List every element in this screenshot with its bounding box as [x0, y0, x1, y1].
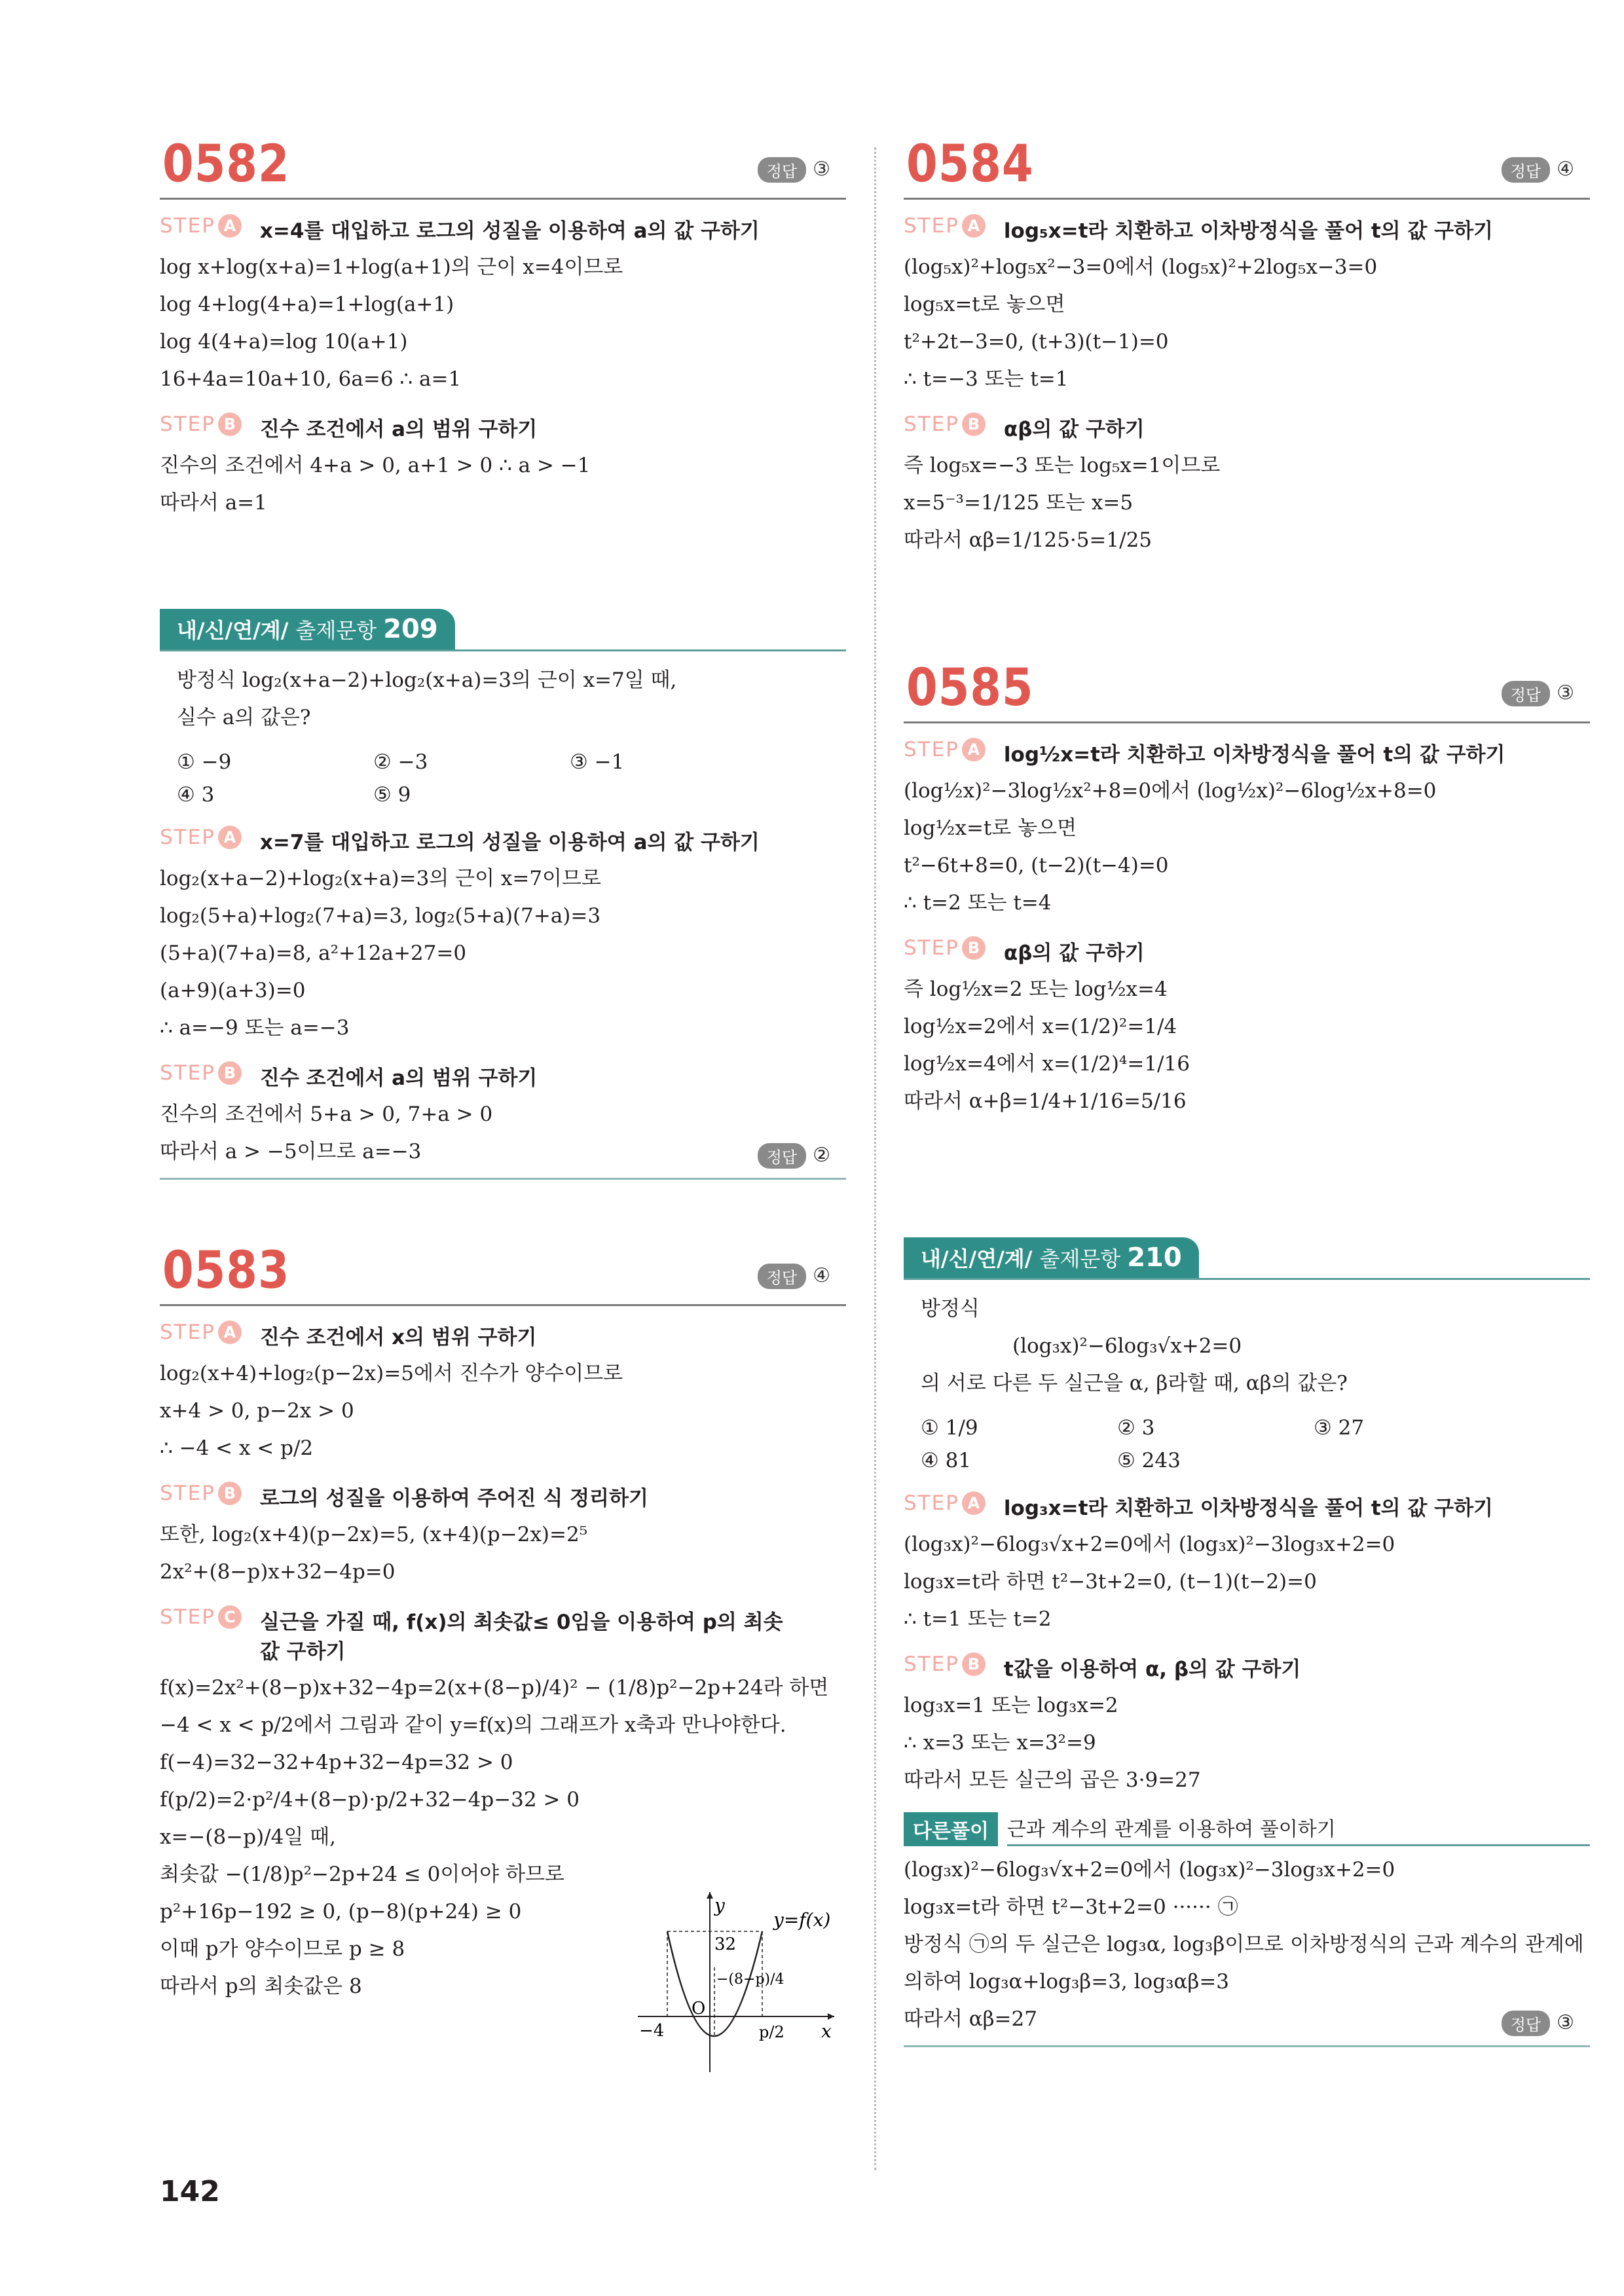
page-number: 142	[160, 2175, 220, 2208]
section-rule	[160, 1178, 846, 1180]
problem-number: 0584	[906, 135, 1034, 194]
step-letter-badge: B	[218, 1482, 242, 1505]
step-b: STEP B 로그의 성질을 이용하여 주어진 식 정리하기	[160, 1482, 648, 1510]
problem-0584	[904, 131, 1590, 559]
x-axis-arrow	[828, 2013, 834, 2020]
step-letter-badge: C	[218, 1605, 242, 1629]
alternative-solution-lines: (log₃x)²−6log₃√x+2=0에서 (log₃x)²−3log₃x+2=0 log₃x=t라 하면 t²−3t+2=0 ······ ㉠ 방정식 ㉠의 두 실근은 log₃α, log₃β이므로 이차방정식의 근과 계수의 관계에 의하여 log₃α+log₃β=3, log₃αβ=3 따라서 αβ=27	[904, 1858, 1584, 2031]
problem-0583	[160, 1237, 846, 2042]
answer-value: ④	[813, 1264, 830, 1287]
answer-box	[758, 1264, 830, 1289]
solution-lines: 즉 log½x=2 또는 log½x=4 log½x=2에서 x=(1/2)²=1/4 log½x=4에서 x=(1/2)⁴=1/16 따라서 α+β=1/4+1/16=5/16	[904, 977, 1190, 1113]
step-letter-badge: A	[962, 214, 986, 238]
step-a: STEP A x=7를 대입하고 로그의 성질을 이용하여 a의 값 구하기	[160, 826, 760, 854]
solution-lines: (log₃x)²−6log₃√x+2=0에서 (log₃x)²−3log₃x+2=0 log₃x=t라 하면 t²−3t+2=0, (t−1)(t−2)=0 ∴ t=1 또는 t=2	[904, 1533, 1395, 1631]
graph-label-x: x	[821, 2020, 832, 2042]
problem-header	[160, 131, 846, 200]
step-title: 진수 조건에서 x의 범위 구하기	[259, 1326, 537, 1349]
solution-lines: log x+log(x+a)=1+log(a+1)의 근이 x=4이므로 log 4+log(4+a)=1+log(a+1) log 4(4+a)=log 10(a+1) 16+4a=10a+10, 6a=6 ∴ a=1	[160, 255, 623, 391]
step-letter-badge: B	[218, 412, 242, 436]
problem-header	[904, 655, 1590, 723]
answer-value: ③	[813, 158, 830, 181]
step-letter-badge: A	[962, 738, 986, 761]
step-b: STEP B 진수 조건에서 a의 범위 구하기	[160, 1061, 538, 1090]
option: ③ −1	[570, 750, 625, 774]
naesin-210	[904, 1237, 1590, 2047]
step-title: αβ의 값 구하기	[1003, 418, 1145, 441]
option: ② 3	[1117, 1416, 1155, 1440]
problem-header	[904, 131, 1590, 200]
step-b: STEP B αβ의 값 구하기	[904, 936, 1145, 965]
step-b: STEP B t값을 이용하여 α, β의 값 구하기	[904, 1652, 1301, 1681]
solution-lines: f(x)=2x²+(8−p)x+32−4p=2(x+(8−p)/4)² − (1/8)p²−2p+24라 하면 −4 < x < p/2에서 그림과 같이 y=f(x)의 그래프가 x축과 만나야한다. f(−4)=32−32+4p+32−4p=32 > 0 f(p/2)=2·p²/4+(8−p)·p/2+32−4p−32 > 0 x=−(8−p)/4일 때, 최솟값 −(1/8)p²−2p+24 ≤ 0이어야 하므로 p²+16p−192 ≥ 0, (p−8)(p+24) ≥ 0 이때 p가 양수이므로 p ≥ 8 따라서 p의 최솟값은 8	[160, 1676, 829, 1998]
graph-label-origin: O	[692, 1999, 706, 2018]
naesin-tag: 내/신/연/계/ 출제문항 209	[160, 609, 455, 649]
option: ④ 81	[921, 1449, 972, 1472]
option: ⑤ 243	[1117, 1449, 1181, 1472]
y-axis-arrow	[707, 1892, 713, 1899]
solution-lines: log₂(x+a−2)+log₂(x+a)=3의 근이 x=7이므로 log₂(5+a)+log₂(7+a)=3, log₂(5+a)(7+a)=3 (5+a)(7+a)=8, a²+12a+27=0 (a+9)(a+3)=0 ∴ a=−9 또는 a=−3	[160, 867, 601, 1040]
answer-value: ③	[1557, 2011, 1574, 2034]
graph-label-y: y	[714, 1895, 725, 1916]
column-divider	[874, 147, 876, 2170]
solution-lines: log₃x=1 또는 log₃x=2 ∴ x=3 또는 x=3²=9 따라서 모든 실근의 곱은 3·9=27	[904, 1694, 1201, 1792]
step-letter-badge: B	[218, 1061, 242, 1085]
step-a: STEP A 진수 조건에서 x의 범위 구하기	[160, 1321, 537, 1349]
parabola-graph	[631, 1886, 841, 2075]
naesin-question: 방정식 log₂(x+a−2)+log₂(x+a)=3의 근이 x=7일 때, 실수 a의 값은? ① −9 ② −3 ③ −1 ④ 3 ⑤ 9	[160, 662, 846, 811]
step-title: 실근을 가질 때, f(x)의 최솟값≤ 0임을 이용하여 p의 최솟값 구하기	[259, 1611, 783, 1664]
naesin-header	[904, 1237, 1590, 1280]
solution-lines: (log½x)²−3log½x²+8=0에서 (log½x)²−6log½x+8=0 log½x=t로 놓으면 t²−6t+8=0, (t−2)(t−4)=0 ∴ t=2 또는 t=4	[904, 779, 1437, 915]
step-c: STEP C 실근을 가질 때, f(x)의 최솟값≤ 0임을 이용하여 p의 최솟값 구하기	[160, 1605, 846, 1664]
option: ④ 3	[177, 783, 215, 807]
answer-box	[1502, 681, 1574, 706]
option: ② −3	[373, 750, 428, 774]
step-letter-badge: A	[218, 826, 242, 849]
step-a: STEP A log½x=t라 치환하고 이차방정식을 풀어 t의 값 구하기	[904, 738, 1505, 767]
problem-0585	[904, 655, 1590, 1120]
solution-lines: 또한, log₂(x+4)(p−2x)=5, (x+4)(p−2x)=2⁵ 2x²+(8−p)x+32−4p=0	[160, 1523, 588, 1584]
step-letter-badge: B	[962, 936, 986, 960]
problem-number: 0583	[162, 1241, 290, 1300]
step-title: 진수 조건에서 a의 범위 구하기	[259, 1066, 538, 1090]
step-a: STEP A log₃x=t라 치환하고 이차방정식을 풀어 t의 값 구하기	[904, 1491, 1493, 1520]
alt-tag: 다른풀이	[904, 1812, 998, 1846]
answer-options	[177, 746, 846, 811]
step-letter-badge: B	[962, 1652, 986, 1676]
answer-value: ②	[813, 1144, 830, 1167]
step-letter-badge: B	[962, 412, 986, 436]
naesin-question: 방정식 (log₃x)²−6log₃√x+2=0 의 서로 다른 두 실근을 α, β라할 때, αβ의 값은? ① 1/9 ② 3 ③ 27 ④ 81 ⑤ 243	[904, 1290, 1590, 1477]
answer-value: ③	[1557, 682, 1574, 704]
step-letter-badge: A	[218, 1321, 242, 1344]
step-b: STEP B 진수 조건에서 a의 범위 구하기	[160, 412, 538, 441]
step-title: log₃x=t라 치환하고 이차방정식을 풀어 t의 값 구하기	[1003, 1497, 1493, 1520]
answer-box	[758, 157, 830, 183]
alt-title: 근과 계수의 관계를 이용하여 풀이하기	[1007, 1813, 1590, 1846]
answer-badge: 정답	[758, 1143, 806, 1169]
step-title: t값을 이용하여 α, β의 값 구하기	[1003, 1658, 1301, 1681]
step-title: log₅x=t라 치환하고 이차방정식을 풀어 t의 값 구하기	[1003, 219, 1493, 243]
answer-options	[921, 1412, 1590, 1477]
graph-label-vertex: −(8−p)/4	[716, 1971, 784, 1988]
answer-value: ④	[1557, 158, 1574, 181]
problem-0582	[160, 131, 846, 522]
step-letter-badge: A	[962, 1491, 986, 1515]
graph-label-func: y=f(x)	[773, 1909, 831, 1931]
graph-label-p2: p/2	[759, 2023, 784, 2041]
graph-label-neg4: −4	[639, 2021, 665, 2041]
naesin-header	[160, 609, 846, 651]
solution-lines: (log₅x)²+log₅x²−3=0에서 (log₅x)²+2log₅x−3=0 log₅x=t로 놓으면 t²+2t−3=0, (t+3)(t−1)=0 ∴ t=−3 또는 t=1	[904, 255, 1378, 391]
graph-label-32: 32	[714, 1935, 737, 1954]
step-letter-badge: A	[218, 214, 242, 238]
solution-lines: log₂(x+4)+log₂(p−2x)=5에서 진수가 양수이므로 x+4 > 0, p−2x > 0 ∴ −4 < x < p/2	[160, 1362, 623, 1460]
alternative-solution-header	[904, 1812, 1590, 1846]
step-title: x=7를 대입하고 로그의 성질을 이용하여 a의 값 구하기	[259, 831, 760, 854]
step-title: 진수 조건에서 a의 범위 구하기	[259, 418, 538, 441]
option: ③ 27	[1314, 1416, 1365, 1440]
problem-number: 0585	[906, 659, 1034, 718]
option: ① −9	[177, 750, 232, 774]
step-b: STEP B αβ의 값 구하기	[904, 412, 1145, 441]
step-a: STEP A log₅x=t라 치환하고 이차방정식을 풀어 t의 값 구하기	[904, 214, 1493, 243]
solution-lines: 즉 log₅x=−3 또는 log₅x=1이므로 x=5⁻³=1/125 또는 x=5 따라서 αβ=1/125·5=1/25	[904, 454, 1221, 552]
answer-badge: 정답	[1502, 157, 1550, 183]
step-title: x=4를 대입하고 로그의 성질을 이용하여 a의 값 구하기	[259, 219, 760, 243]
answer-box	[1502, 157, 1574, 183]
step-a: STEP A x=4를 대입하고 로그의 성질을 이용하여 a의 값 구하기	[160, 214, 760, 243]
step-title: 로그의 성질을 이용하여 주어진 식 정리하기	[259, 1487, 648, 1510]
answer-badge: 정답	[1502, 681, 1550, 706]
option: ① 1/9	[921, 1416, 978, 1440]
solution-lines: 진수의 조건에서 4+a > 0, a+1 > 0 ∴ a > −1 따라서 a=1	[160, 454, 591, 515]
answer-badge: 정답	[758, 157, 806, 183]
problem-header	[160, 1237, 846, 1306]
answer-badge: 정답	[758, 1264, 806, 1289]
naesin-209	[160, 609, 846, 1180]
step-title: αβ의 값 구하기	[1003, 941, 1145, 965]
section-rule	[904, 2045, 1590, 2047]
answer-badge: 정답	[1502, 2011, 1550, 2036]
step-title: log½x=t라 치환하고 이차방정식을 풀어 t의 값 구하기	[1003, 743, 1505, 767]
option: ⑤ 9	[373, 783, 411, 807]
naesin-tag: 내/신/연/계/ 출제문항 210	[904, 1237, 1199, 1278]
solution-lines: 진수의 조건에서 5+a > 0, 7+a > 0 따라서 a > −5이므로 a=−3	[160, 1102, 493, 1163]
problem-number: 0582	[162, 135, 290, 194]
